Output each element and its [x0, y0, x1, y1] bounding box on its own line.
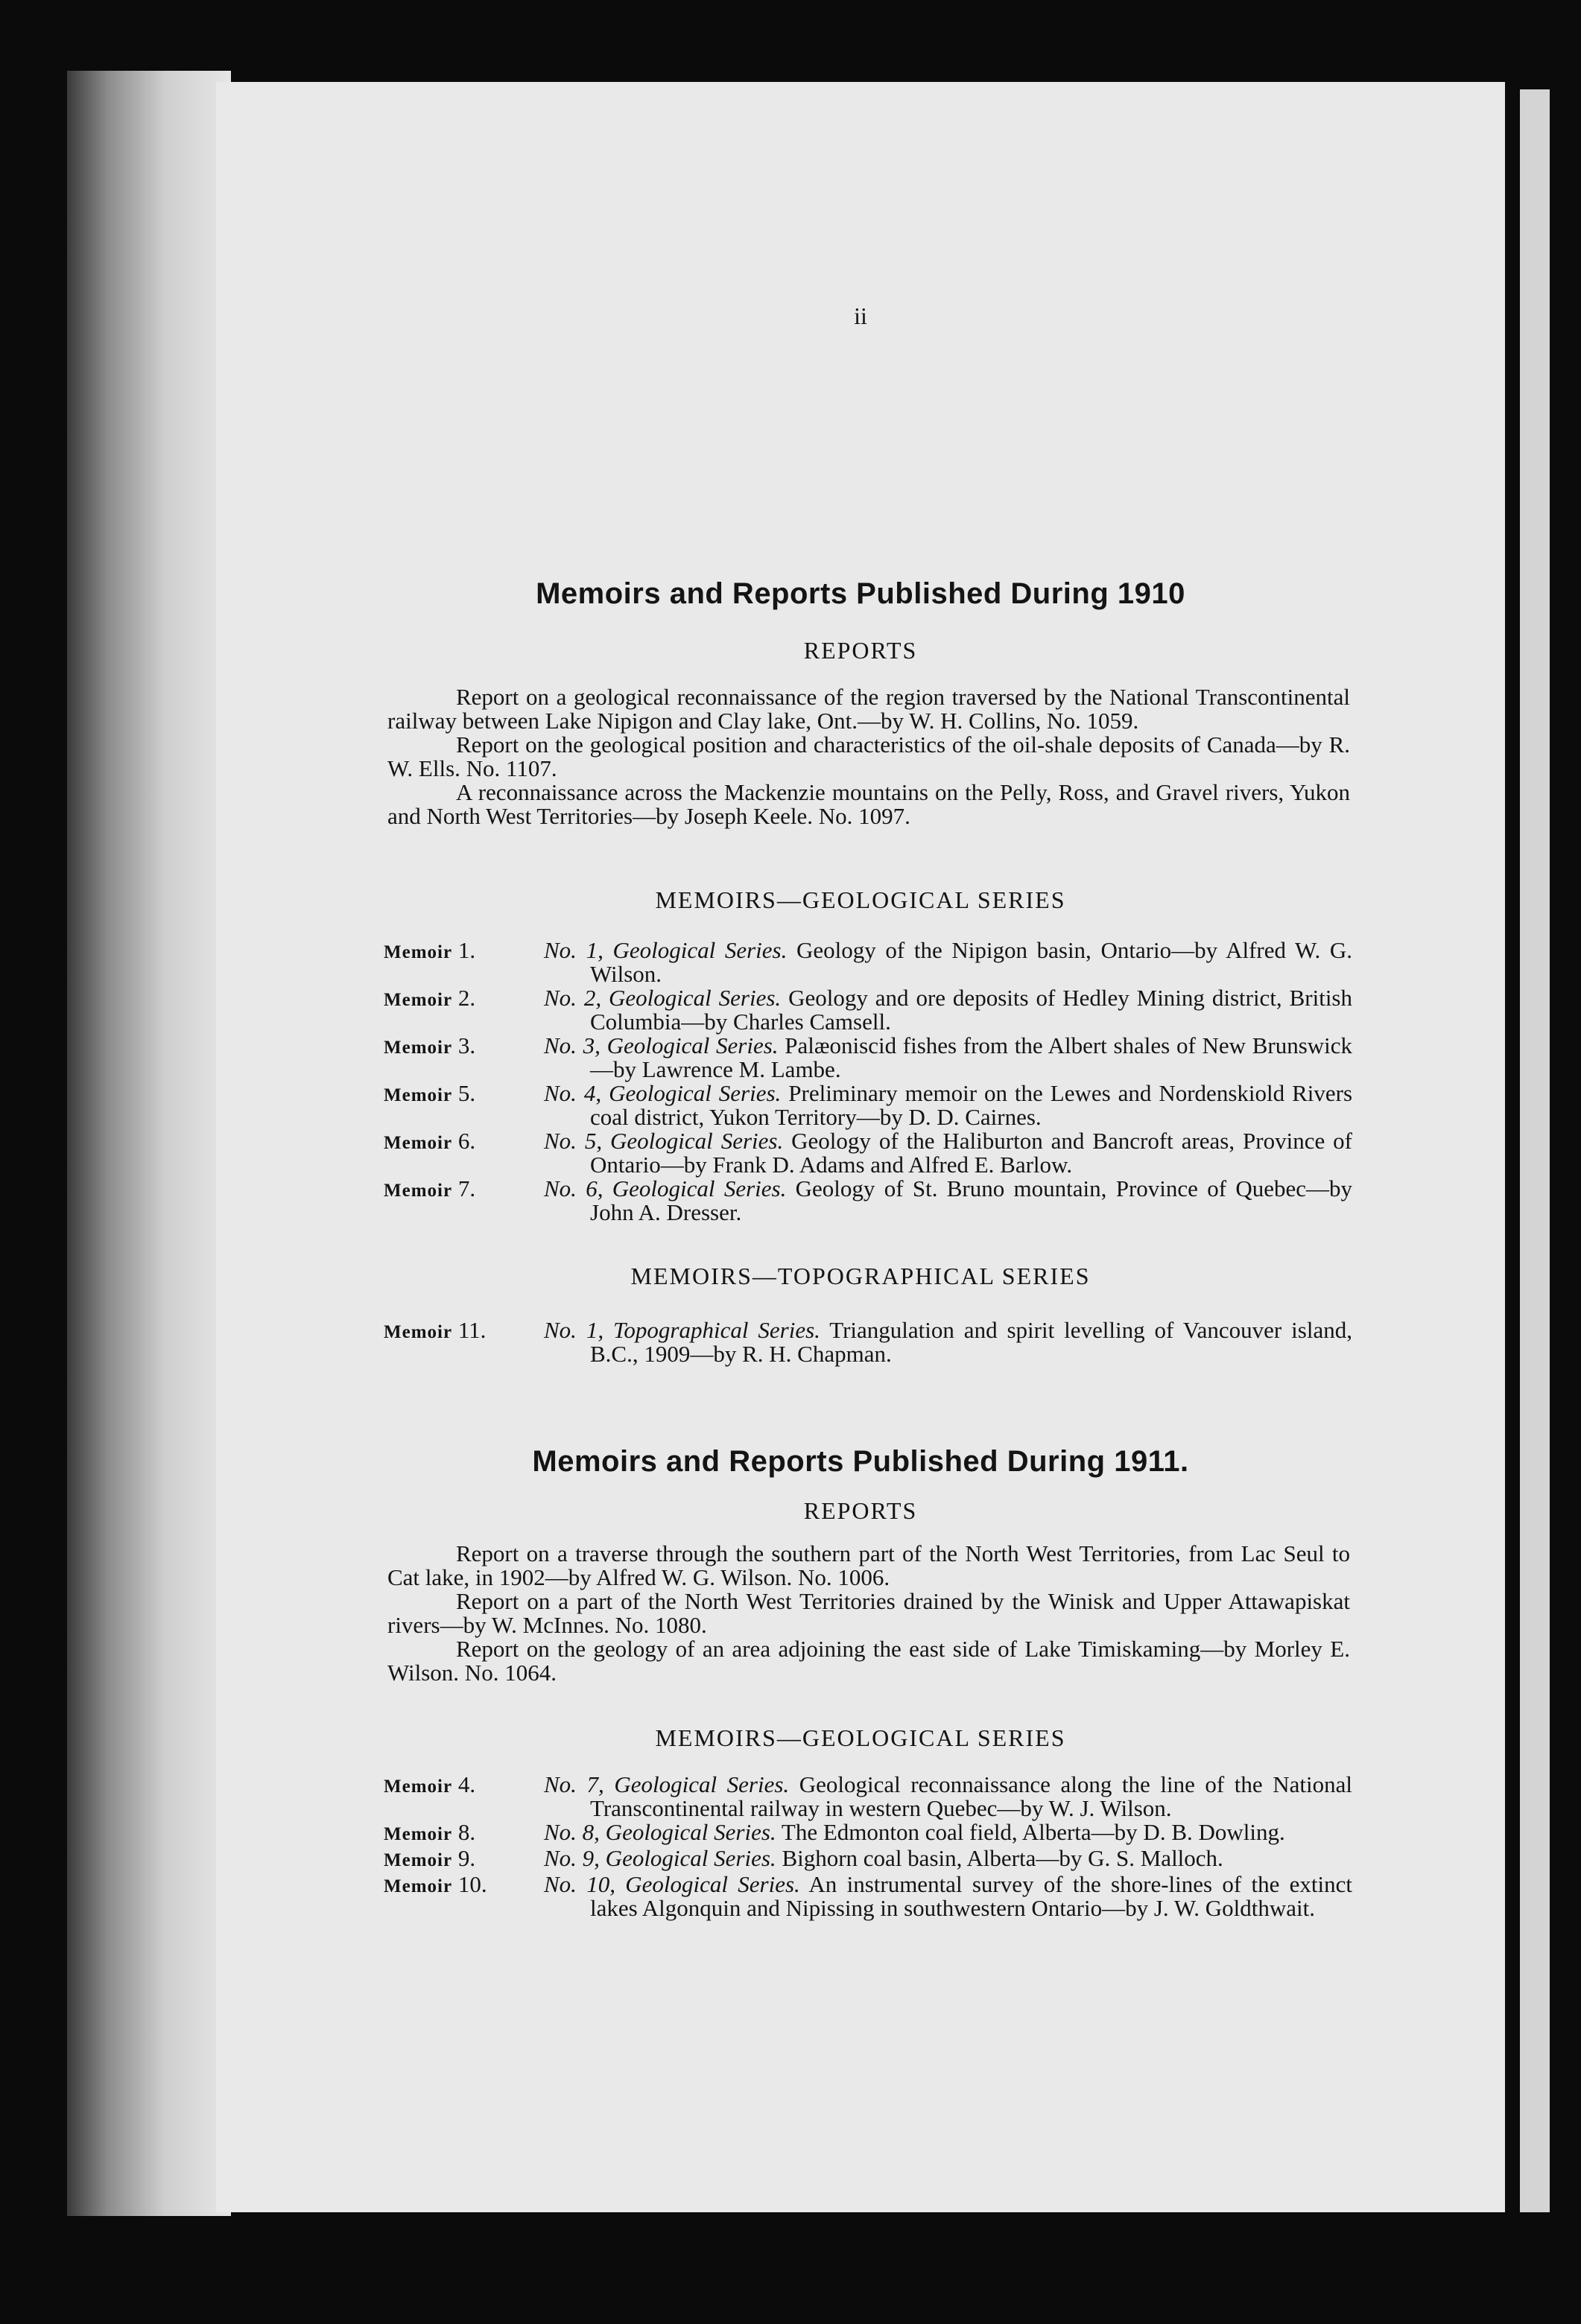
section-1911-geological-heading: MEMOIRS—GEOLOGICAL SERIES — [655, 1724, 1066, 1751]
section-1911-reports-heading: REPORTS — [803, 1497, 918, 1524]
report-paragraph: Report on a part of the North West Territories drained by the Winisk and Upper Attawapiskat rivers—by W. McInnes. No. 1080. — [387, 1588, 1350, 1638]
section-1910-reports — [387, 685, 1350, 828]
section-1910-geological-list — [384, 939, 1352, 1225]
memoir-entry: Memoir 10. No. 10, Geological Series. An instrumental survey of the shore-lines of the extinct lakes Algonquin and Nipissing in southwestern Ontario—by J. W. Goldthwait. — [384, 1871, 1352, 1921]
memoir-entry: Memoir 3. No. 3, Geological Series. Palæoniscid fishes from the Albert shales of New Brunswick—by Lawrence M. Lambe. — [384, 1032, 1353, 1082]
memoir-entry: Memoir 1. No. 1, Geological Series. Geology of the Nipigon basin, Ontario—by Alfred W. G. Wilson. — [384, 937, 1352, 987]
report-paragraph: Report on a geological reconnaissance of the region traversed by the National Transcontinental railway between Lake Nipigon and Clay lake, Ont.—by W. H. Collins, No. 1059. — [387, 684, 1350, 734]
report-paragraph: A reconnaissance across the Mackenzie mountains on the Pelly, Ross, and Gravel rivers, Yukon and North West Territories—by Joseph Keele. No. 1097. — [387, 779, 1350, 829]
book-spine-edge — [67, 71, 231, 2216]
section-1911-reports — [387, 1542, 1350, 1685]
page-number: ii — [854, 302, 867, 329]
document-page — [216, 82, 1505, 2212]
section-1911-title: Memoirs and Reports Published During 1911. — [532, 1445, 1189, 1478]
memoir-entry: Memoir 4. No. 7, Geological Series. Geological reconnaissance along the line of the National Transcontinental railway in western Quebec—by W. J. Wilson. — [384, 1771, 1352, 1821]
report-paragraph: Report on a traverse through the southern part of the North West Territories, from Lac Seul to Cat lake, in 1902—by Alfred W. G. Wilson. No. 1006. — [387, 1540, 1350, 1590]
section-1911-geological-list — [384, 1773, 1352, 1920]
section-1910-geological-heading: MEMOIRS—GEOLOGICAL SERIES — [655, 886, 1066, 913]
facing-page-edge — [1520, 89, 1565, 2212]
section-1910-title: Memoirs and Reports Published During 1910 — [536, 577, 1185, 610]
section-1910-reports-heading: REPORTS — [803, 637, 918, 664]
memoir-entry: Memoir 6. No. 5, Geological Series. Geology of the Haliburton and Bancroft areas, Province of Ontario—by Frank D. Adams and Alfred E. Barlow. — [384, 1128, 1352, 1178]
section-1910-topographical-heading: MEMOIRS—TOPOGRAPHICAL SERIES — [630, 1263, 1091, 1289]
memoir-entry: Memoir 2. No. 2, Geological Series. Geology and ore deposits of Hedley Mining district, British Columbia—by Charles Camsell. — [384, 985, 1352, 1035]
memoir-entry: Memoir 9. No. 9, Geological Series. Bighorn coal basin, Alberta—by G. S. Malloch. — [384, 1845, 1223, 1871]
memoir-entry: Memoir 7. No. 6, Geological Series. Geology of St. Bruno mountain, Province of Quebec—by John A. Dresser. — [384, 1175, 1353, 1225]
report-paragraph: Report on the geological position and characteristics of the oil-shale deposits of Canada—by R. W. Ells. No. 1107. — [387, 731, 1350, 781]
memoir-entry: Memoir 11. No. 1, Topographical Series. Triangulation and spirit levelling of Vancouver island, B.C., 1909—by R. H. Chapman. — [384, 1317, 1352, 1367]
section-1910-topographical-list — [384, 1318, 1352, 1366]
memoir-entry: Memoir 5. No. 4, Geological Series. Preliminary memoir on the Lewes and Nordenskiold Rivers coal district, Yukon Territory—by D. D. Cairnes. — [384, 1080, 1353, 1130]
memoir-entry: Memoir 8. No. 8, Geological Series. The Edmonton coal field, Alberta—by D. B. Dowling. — [384, 1819, 1285, 1845]
report-paragraph: Report on the geology of an area adjoining the east side of Lake Timiskaming—by Morley E. Wilson. No. 1064. — [387, 1636, 1350, 1686]
